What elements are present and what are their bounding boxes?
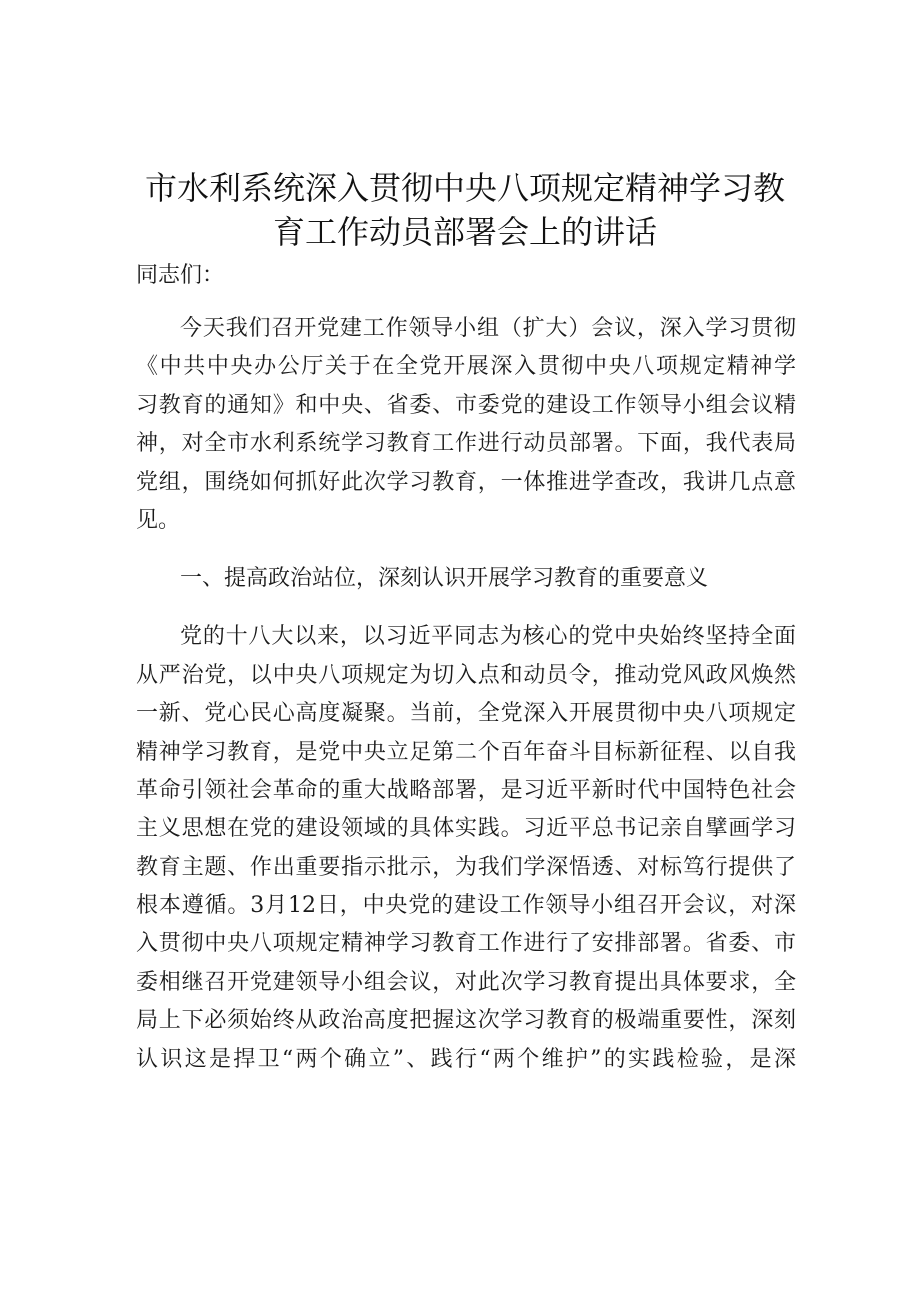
paragraph-section-one bbox=[136, 618, 796, 1079]
title-line: 市水利系统深入贯彻中央八项规定精神学习教 bbox=[144, 169, 785, 207]
paragraph-line: 一新、党心民心高度凝聚。当前，全党深入开展贯彻中央八项规定 bbox=[136, 701, 796, 727]
section-heading-block bbox=[136, 560, 796, 598]
paragraph-line: 从严治党，以中央八项规定为切入点和动员令，推动党风政风焕然 bbox=[136, 662, 796, 688]
paragraph-line: 神，对全市水利系统学习教育工作进行动员部署。下面，我代表局 bbox=[136, 431, 796, 457]
paragraph-line: 局上下必须始终从政治高度把握这次学习教育的极端重要性，深刻 bbox=[136, 1008, 796, 1034]
paragraph-line: 今天我们召开党建工作领导小组（扩大）会议，深入学习贯彻 bbox=[180, 316, 796, 341]
paragraph-line: 党组，围绕如何抓好此次学习教育，一体推进学查改，我讲几点意 bbox=[136, 469, 796, 495]
paragraph-line: 精神学习教育，是党中央立足第二个百年奋斗目标新征程、以自我 bbox=[136, 739, 796, 765]
paragraph-line: 认识这是捍卫“两个确立”、践行“两个维护”的实践检验，是深 bbox=[136, 1046, 796, 1072]
paragraph-line: 教育主题、作出重要指示批示，为我们学深悟透、对标笃行提供了 bbox=[136, 854, 796, 880]
paragraph-line: 根本遵循。3月12日，中央党的建设工作领导小组召开会议，对深 bbox=[136, 893, 796, 919]
paragraph-line: 革命引领社会革命的重大战略部署，是习近平新时代中国特色社会 bbox=[136, 777, 796, 803]
paragraph-line: 党的十八大以来，以习近平同志为核心的党中央始终坚持全面 bbox=[180, 624, 796, 650]
paragraph-line: 主义思想在党的建设领域的具体实践。习近平总书记亲自擘画学习 bbox=[136, 816, 796, 842]
title-line: 育工作动员部署会上的讲话 bbox=[272, 213, 657, 251]
paragraph-line: 《中共中央办公厅关于在全党开展深入贯彻中央八项规定精神学 bbox=[136, 354, 796, 380]
salutation: 同志们： bbox=[136, 263, 225, 288]
document-body bbox=[136, 310, 796, 1099]
paragraph-intro bbox=[136, 310, 796, 540]
section-heading: 一、提高政治站位，深刻认识开展学习教育的重要意义 bbox=[180, 566, 709, 592]
paragraph-line: 入贯彻中央八项规定精神学习教育工作进行了安排部署。省委、市 bbox=[136, 931, 796, 957]
paragraph-line: 委相继召开党建领导小组会议，对此次学习教育提出具体要求，全 bbox=[136, 969, 796, 995]
paragraph-line: 见。 bbox=[136, 507, 181, 533]
document-title bbox=[140, 166, 790, 254]
paragraph-line: 习教育的通知》和中央、省委、市委党的建设工作领导小组会议精 bbox=[136, 392, 796, 418]
